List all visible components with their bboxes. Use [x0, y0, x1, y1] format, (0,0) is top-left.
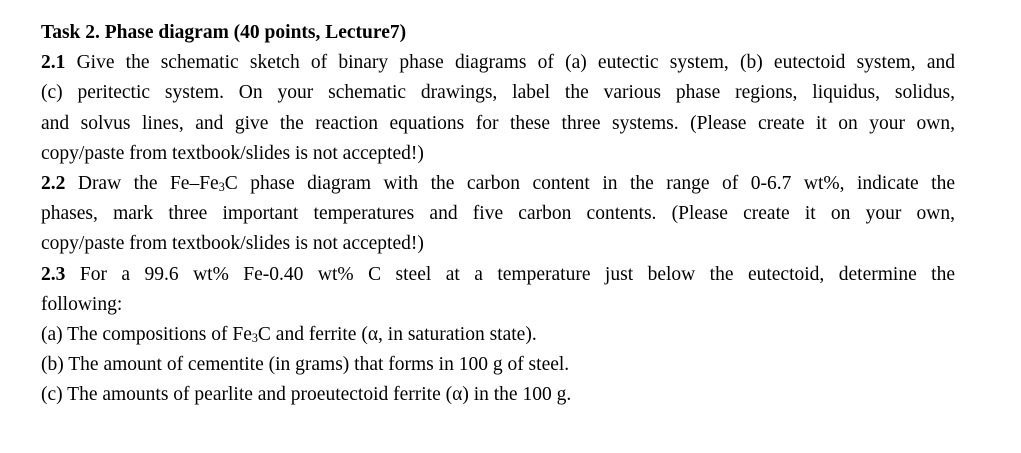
question-2-3-part-a — [41, 320, 955, 350]
question-text — [78, 173, 955, 194]
question-2-2-line-2: phases, mark three important temperatures and five carbon contents. (Please create it on your own, — [41, 203, 955, 225]
question-text: Give the schematic sketch of binary phase diagrams of (a) eutectic system, (b) eutectoid system, and — [76, 52, 955, 74]
subscript: 3 — [218, 180, 225, 195]
question-2-3-part-b: (b) The amount of cementite (in grams) that forms in 100 g of steel. — [41, 354, 570, 376]
question-2-1-line-2: (c) peritectic system. On your schematic drawings, label the various phase regions, liquidus, solidus, — [41, 82, 955, 104]
question-2-3-part-c: (c) The amounts of pearlite and proeutectoid ferrite (α) in the 100 g. — [41, 384, 572, 406]
question-number: 2.3 — [41, 263, 66, 285]
question-number: 2.1 — [41, 52, 66, 74]
question-2-2-line-3: copy/paste from textbook/slides is not accepted!) — [41, 233, 424, 255]
assignment-text — [41, 18, 955, 410]
question-2-3-line-2: following: — [41, 293, 123, 315]
question-number: 2.2 — [41, 172, 66, 194]
question-2-2-line-1 — [41, 169, 955, 199]
text-fragment: C and ferrite (α, in saturation state). — [257, 323, 537, 345]
question-2-1-line-3: and solvus lines, and give the reaction equations for these three systems. (Please create it on your own, — [41, 112, 955, 134]
text-fragment: Draw the Fe–Fe — [77, 172, 219, 194]
subscript: 3 — [251, 331, 258, 346]
question-2-1-line-4: copy/paste from textbook/slides is not accepted!) — [41, 142, 424, 164]
question-2-1-line-1 — [41, 48, 955, 78]
question-text: For a 99.6 wt% Fe-0.40 wt% C steel at a temperature just below the eutectoid, determine the — [79, 263, 956, 285]
task-title: Task 2. Phase diagram (40 points, Lecture7) — [41, 22, 407, 43]
question-2-3-line-1 — [41, 260, 955, 290]
text-fragment: C phase diagram with the carbon content in the range of 0-6.7 wt%, indicate the — [224, 172, 955, 194]
text-fragment: (a) The compositions of Fe — [41, 323, 252, 345]
